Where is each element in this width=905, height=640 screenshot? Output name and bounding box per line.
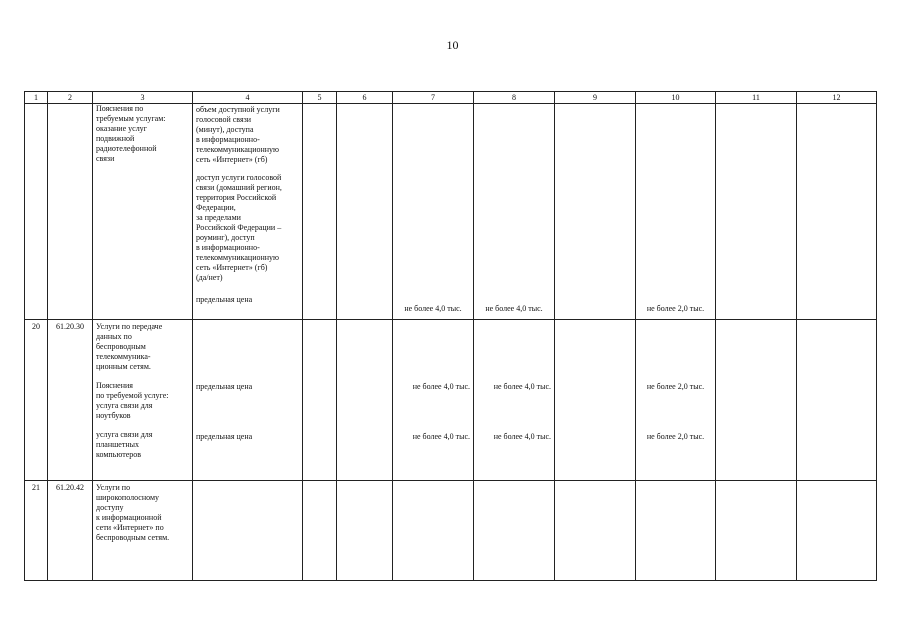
column-header: 11	[716, 92, 797, 104]
table-cell	[393, 481, 474, 581]
description-text: услуга связи для планшетных компьютеров	[96, 430, 153, 459]
table-cell	[797, 481, 877, 581]
table-cell	[716, 104, 797, 320]
price-value: не более 2,0 тыс.	[646, 304, 705, 313]
column-header: 9	[555, 92, 636, 104]
description-text: Услуги по широкополосному доступу к информационной сети «Интернет» по беспроводным сетям.	[96, 483, 170, 542]
characteristic-text: объем доступной услуги голосовой связи (минут), доступа в информационно- телекоммуникационную сеть «Интернет» (гб)	[196, 105, 280, 164]
description-text: Пояснения по требуемым услугам: оказание услуг подвижной радиотелефонной связи	[96, 104, 166, 163]
service-description	[93, 481, 193, 581]
description-text: Пояснения по требуемой услуге: услуга связи для ноутбуков	[96, 381, 169, 420]
table-cell	[716, 320, 797, 481]
characteristic-cell	[193, 104, 303, 320]
table-cell	[716, 481, 797, 581]
column-header: 6	[337, 92, 393, 104]
row-number: 21	[25, 481, 48, 581]
row-number: 20	[25, 320, 48, 481]
table-cell	[797, 104, 877, 320]
price-value: не более 4,0 тыс.	[493, 432, 551, 441]
table-cell	[193, 481, 303, 581]
characteristic-cell	[193, 320, 303, 481]
price-cell	[474, 320, 555, 481]
price-cell	[393, 104, 474, 320]
table-cell	[474, 481, 555, 581]
header-row	[25, 92, 877, 104]
price-value: не более 4,0 тыс.	[412, 432, 470, 441]
characteristic-text: предельная цена	[196, 432, 253, 441]
okpd-code: 61.20.30	[48, 320, 93, 481]
table-cell	[303, 481, 337, 581]
price-value: не более 4,0 тыс.	[412, 382, 470, 391]
table-cell	[797, 320, 877, 481]
column-header: 7	[393, 92, 474, 104]
table-cell	[636, 481, 716, 581]
price-value: не более 4,0 тыс.	[485, 304, 543, 313]
price-value: не более 4,0 тыс.	[404, 304, 462, 313]
okpd-code	[48, 104, 93, 320]
table-row	[25, 320, 877, 481]
table-cell	[337, 481, 393, 581]
column-header: 4	[193, 92, 303, 104]
price-value: не более 4,0 тыс.	[493, 382, 551, 391]
column-header: 3	[93, 92, 193, 104]
price-cell	[636, 104, 716, 320]
row-number	[25, 104, 48, 320]
table-cell	[303, 320, 337, 481]
price-value: не более 2,0 тыс.	[646, 432, 705, 441]
price-cell	[474, 104, 555, 320]
column-header: 2	[48, 92, 93, 104]
service-description	[93, 320, 193, 481]
table-row	[25, 481, 877, 581]
table-cell	[555, 104, 636, 320]
table-row	[25, 104, 877, 320]
price-cell	[636, 320, 716, 481]
table-cell	[337, 320, 393, 481]
column-header: 5	[303, 92, 337, 104]
description-text: Услуги по передаче данных по беспроводным телекоммуника- ционным сетям.	[96, 322, 163, 371]
okpd-code: 61.20.42	[48, 481, 93, 581]
table-cell	[337, 104, 393, 320]
column-header: 8	[474, 92, 555, 104]
table-cell	[555, 481, 636, 581]
characteristic-text: доступ услуги голосовой связи (домашний регион, территория Российской Федерации, за пределами Российской Федерации – роуминг), доступ в информационно- телекоммуникационную сеть «Интернет» (гб) (да/нет)	[196, 173, 282, 282]
characteristic-text: предельная цена	[196, 382, 253, 391]
column-header: 1	[25, 92, 48, 104]
column-header: 12	[797, 92, 877, 104]
characteristic-text: предельная цена	[196, 295, 253, 304]
service-description	[93, 104, 193, 320]
services-table	[24, 91, 877, 581]
table-cell	[555, 320, 636, 481]
column-header: 10	[636, 92, 716, 104]
table-cell	[303, 104, 337, 320]
price-cell	[393, 320, 474, 481]
page-number: 10	[446, 38, 459, 52]
price-value: не более 2,0 тыс.	[646, 382, 705, 391]
